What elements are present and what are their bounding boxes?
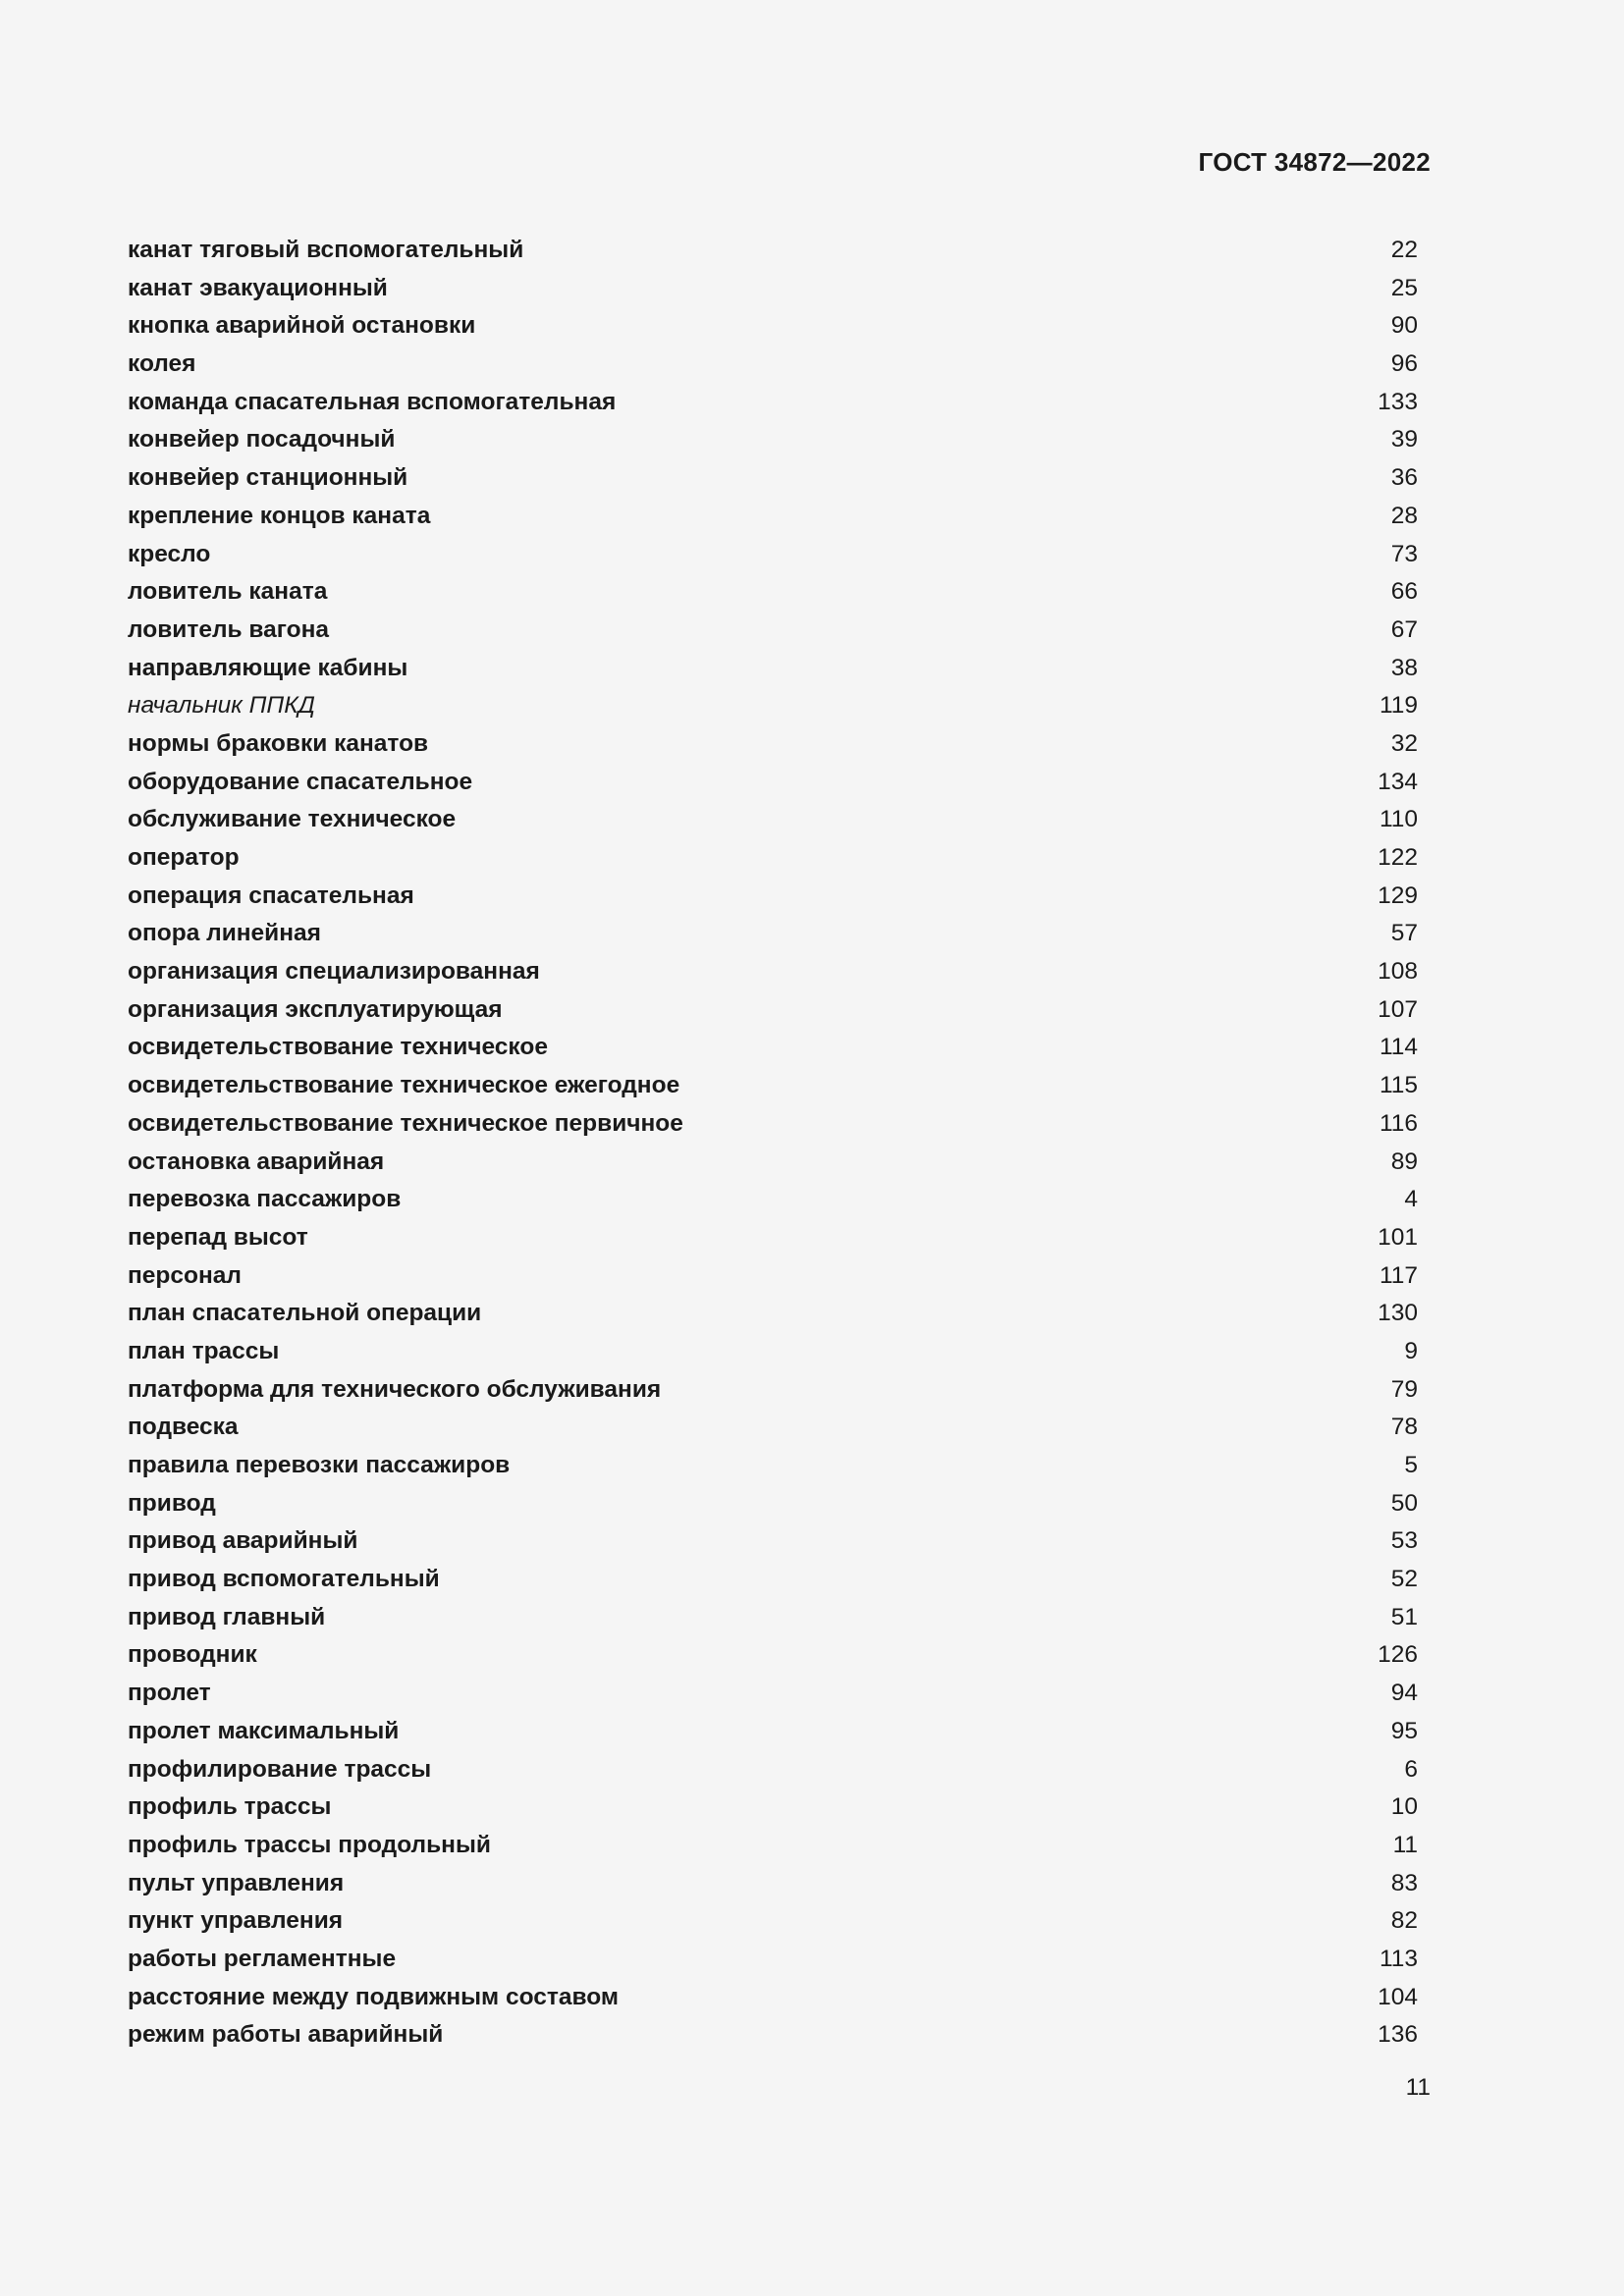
index-ref-number: 110	[1379, 806, 1418, 833]
index-entry	[128, 307, 1418, 346]
index-entry	[128, 1675, 1418, 1713]
index-term: крепление концов каната	[128, 502, 431, 529]
index-term: пульт управления	[128, 1869, 345, 1896]
index-ref-number: 11	[1392, 1831, 1418, 1858]
index-entry	[128, 1029, 1418, 1067]
index-ref-number: 114	[1379, 1034, 1418, 1061]
index-term: режим работы аварийный	[128, 2021, 444, 2049]
index-ref-number: 115	[1379, 1072, 1418, 1099]
index-entry	[128, 346, 1418, 384]
index-ref-number: 28	[1390, 502, 1418, 529]
index-term: операция спасательная	[128, 881, 414, 909]
index-ref-number: 122	[1378, 844, 1418, 871]
index-entry	[128, 498, 1418, 536]
index-term: расстояние между подвижным составом	[128, 1983, 619, 2010]
index-ref-number: 83	[1390, 1869, 1418, 1896]
index-ref-number: 78	[1390, 1414, 1418, 1441]
index-term: пролет	[128, 1680, 211, 1707]
index-ref-number: 96	[1390, 350, 1418, 378]
index-ref-number: 53	[1390, 1527, 1418, 1555]
index-ref-number: 36	[1390, 464, 1418, 492]
index-ref-number: 136	[1378, 2021, 1418, 2049]
index-ref-number: 107	[1378, 995, 1418, 1023]
index-ref-number: 129	[1378, 881, 1418, 909]
index-entry	[128, 1902, 1418, 1941]
index-ref-number: 116	[1379, 1109, 1418, 1137]
index-entry	[128, 725, 1418, 764]
index-term: канат эвакуационный	[128, 274, 388, 301]
index-term: пролет максимальный	[128, 1717, 400, 1744]
index-term: организация специализированная	[128, 958, 540, 986]
index-ref-number: 133	[1378, 388, 1418, 415]
index-ref-number: 32	[1390, 729, 1418, 757]
index-term: канат тяговый вспомогательный	[128, 237, 524, 263]
index-term: ловитель вагона	[128, 615, 330, 643]
index-entry	[128, 536, 1418, 574]
index-ref-number: 57	[1390, 920, 1418, 947]
index-entry	[128, 1485, 1418, 1523]
index-entry	[128, 1105, 1418, 1144]
index-ref-number: 108	[1378, 958, 1418, 986]
index-term: оператор	[128, 844, 240, 871]
index-entry	[128, 991, 1418, 1030]
index-ref-number: 90	[1390, 312, 1418, 340]
index-ref-number: 25	[1390, 274, 1418, 301]
index-term: направляющие кабины	[128, 654, 408, 681]
index-entry	[128, 1827, 1418, 1865]
index-ref-number: 134	[1378, 768, 1418, 795]
index-ref-number: 50	[1390, 1489, 1418, 1517]
index-entry	[128, 953, 1418, 991]
index-term: организация эксплуатирующая	[128, 995, 503, 1023]
index-term: колея	[128, 350, 196, 378]
index-entry	[128, 839, 1418, 878]
index-term: обслуживание техническое	[128, 806, 457, 833]
index-entry	[128, 878, 1418, 916]
index-term: оборудование спасательное	[128, 768, 473, 795]
index-entry	[128, 1067, 1418, 1105]
index-entry	[128, 1636, 1418, 1675]
index-term: профиль трассы продольный	[128, 1831, 491, 1858]
index-ref-number: 66	[1390, 578, 1418, 606]
index-term: конвейер посадочный	[128, 426, 396, 454]
index-term: привод аварийный	[128, 1527, 358, 1555]
index-ref-number: 4	[1404, 1186, 1418, 1213]
index-ref-number: 130	[1378, 1300, 1418, 1327]
index-term: проводник	[128, 1641, 257, 1669]
index-term: план спасательной операции	[128, 1300, 482, 1327]
index-entry	[128, 384, 1418, 422]
index-entry	[128, 1333, 1418, 1371]
index-term: привод	[128, 1489, 216, 1517]
index-ref-number: 39	[1390, 426, 1418, 454]
index-ref-number: 5	[1404, 1452, 1418, 1478]
index-term: привод главный	[128, 1603, 326, 1630]
index-term: опора линейная	[128, 920, 321, 947]
index-entry	[128, 1447, 1418, 1485]
index-ref-number: 22	[1390, 237, 1418, 263]
index-entry	[128, 1219, 1418, 1257]
index-ref-number: 113	[1379, 1945, 1418, 1972]
index-ref-number: 126	[1378, 1641, 1418, 1669]
index-entry	[128, 1181, 1418, 1219]
index-term: кресло	[128, 540, 211, 567]
index-ref-number: 79	[1390, 1375, 1418, 1403]
index-ref-number: 89	[1390, 1148, 1418, 1175]
index-entry	[128, 270, 1418, 308]
index-entry	[128, 915, 1418, 953]
index-ref-number: 73	[1390, 540, 1418, 567]
index-entry	[128, 1599, 1418, 1637]
index-entry	[128, 459, 1418, 498]
index-entry	[128, 1144, 1418, 1182]
index-entry	[128, 1295, 1418, 1333]
index-term: освидетельствование техническое	[128, 1034, 548, 1061]
index-entry	[128, 801, 1418, 839]
index-term: подвеска	[128, 1414, 239, 1441]
index-ref-number: 6	[1404, 1755, 1418, 1783]
index-term: команда спасательная вспомогательная	[128, 388, 617, 415]
index-entry	[128, 687, 1418, 725]
index-ref-number: 82	[1390, 1907, 1418, 1935]
index-entry	[128, 1979, 1418, 2017]
index-entry	[128, 1257, 1418, 1296]
standard-designation: ГОСТ 34872—2022	[1198, 147, 1431, 177]
index-entry	[128, 764, 1418, 802]
index-term: работы регламентные	[128, 1945, 397, 1972]
index-entry	[128, 650, 1418, 688]
index-entry	[128, 421, 1418, 459]
index-ref-number: 104	[1378, 1983, 1418, 2010]
index-entry	[128, 1561, 1418, 1599]
index-ref-number: 9	[1404, 1337, 1418, 1364]
index-entry	[128, 612, 1418, 650]
index-ref-number: 52	[1390, 1566, 1418, 1593]
page-number: 11	[1405, 2074, 1431, 2101]
index-term: начальник ППКД	[128, 692, 315, 720]
index-entry	[128, 1751, 1418, 1789]
index-term: освидетельствование техническое первичное	[128, 1109, 683, 1137]
index-term: привод вспомогательный	[128, 1566, 440, 1593]
index-term: ловитель каната	[128, 578, 328, 606]
alphabetical-index	[128, 232, 1418, 2055]
index-entry	[128, 1371, 1418, 1410]
index-entry	[128, 2016, 1418, 2055]
index-entry	[128, 1522, 1418, 1561]
index-entry	[128, 1865, 1418, 1903]
index-term: профиль трассы	[128, 1793, 332, 1821]
index-entry	[128, 1713, 1418, 1751]
index-ref-number: 51	[1390, 1603, 1418, 1630]
index-term: остановка аварийная	[128, 1148, 385, 1175]
index-ref-number: 117	[1379, 1261, 1418, 1289]
index-ref-number: 10	[1390, 1793, 1418, 1821]
index-term: персонал	[128, 1261, 242, 1289]
index-entry	[128, 1789, 1418, 1827]
index-term: правила перевозки пассажиров	[128, 1452, 511, 1478]
index-ref-number: 38	[1390, 654, 1418, 681]
index-ref-number: 94	[1390, 1680, 1418, 1707]
index-ref-number: 101	[1378, 1223, 1418, 1251]
index-term: перевозка пассажиров	[128, 1186, 402, 1213]
index-term: профилирование трассы	[128, 1755, 432, 1783]
index-ref-number: 95	[1390, 1717, 1418, 1744]
index-entry	[128, 1941, 1418, 1979]
index-term: план трассы	[128, 1337, 280, 1364]
index-term: нормы браковки канатов	[128, 729, 429, 757]
index-term: освидетельствование техническое ежегодное	[128, 1072, 680, 1099]
index-term: конвейер станционный	[128, 464, 408, 492]
index-entry	[128, 232, 1418, 270]
index-term: платформа для технического обслуживания	[128, 1375, 662, 1403]
index-term: перепад высот	[128, 1223, 308, 1251]
index-entry	[128, 573, 1418, 612]
index-ref-number: 119	[1379, 692, 1418, 720]
index-term: пункт управления	[128, 1907, 344, 1935]
index-ref-number: 67	[1390, 615, 1418, 643]
index-term: кнопка аварийной остановки	[128, 312, 476, 340]
index-entry	[128, 1409, 1418, 1447]
